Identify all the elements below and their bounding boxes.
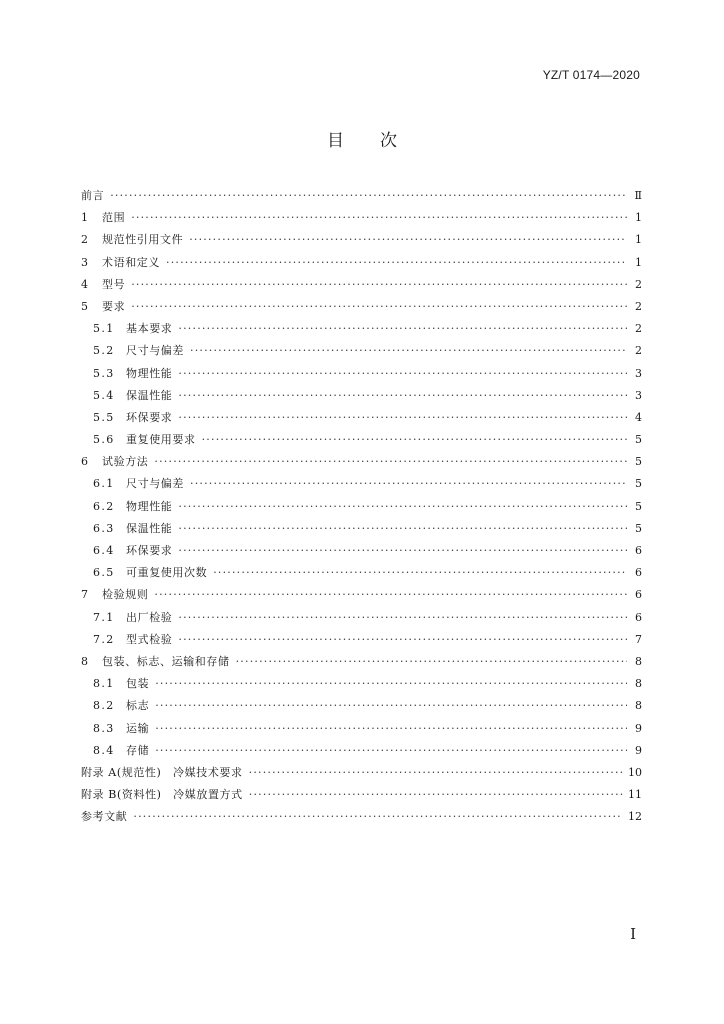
toc-entry-number: 8.3: [93, 721, 115, 735]
toc-entry-page: Ⅱ: [634, 189, 642, 202]
toc-entry-title: 要求: [102, 299, 126, 313]
dot-leader: [178, 318, 627, 340]
page-number: Ⅰ: [630, 927, 636, 943]
dot-leader: [155, 718, 627, 740]
toc-entry-title: 存储: [126, 743, 150, 757]
toc-entry-title: 包装、标志、运输和存储: [102, 654, 230, 668]
toc-entry-title: 附录 A(规范性) 冷媒技术要求: [81, 765, 243, 779]
toc-entry-title: 型号: [102, 277, 126, 291]
toc-entry-page: 8: [635, 654, 642, 668]
toc-entry-title: 包装: [126, 677, 150, 691]
toc-entry-page: 7: [635, 632, 642, 646]
dot-leader: [178, 407, 627, 429]
toc-entry[interactable]: [81, 540, 642, 562]
toc-entry-page: 8: [635, 677, 642, 691]
toc-entry-page: 5: [635, 455, 642, 469]
toc-entry-number: 3: [81, 255, 90, 269]
toc-entry-page: 11: [628, 788, 642, 802]
toc-entry-title: 保温性能: [126, 521, 173, 535]
toc-entry-title: 检验规则: [102, 588, 149, 602]
dot-leader: [178, 518, 627, 540]
toc-entry[interactable]: [81, 584, 642, 606]
dot-leader: [190, 473, 627, 495]
toc-entry-page: 2: [635, 322, 642, 336]
toc-entry[interactable]: [81, 385, 642, 407]
dot-leader: [131, 207, 627, 229]
toc-entry-title: 标志: [126, 699, 150, 713]
dot-leader: [155, 740, 627, 762]
dot-leader: [190, 340, 627, 362]
toc-entry-title: 可重复使用次数: [126, 566, 208, 580]
toc-entry-page: 6: [635, 610, 642, 624]
toc-entry-page: 6: [635, 588, 642, 602]
toc-entry-number: 6.4: [93, 544, 115, 557]
toc-entry-title: 试验方法: [102, 455, 149, 469]
title-char-2: 次: [380, 131, 397, 151]
dot-leader: [154, 584, 627, 606]
toc-entry[interactable]: [81, 363, 642, 385]
toc-entry-number: 8.4: [93, 743, 115, 757]
toc-entry[interactable]: [81, 274, 642, 296]
toc-entry-page: 5: [635, 433, 642, 447]
toc-entry-number: 8.2: [93, 699, 115, 713]
toc-entry-title: 环保要求: [126, 410, 173, 424]
document-code: YZ/T 0174—2020: [542, 68, 640, 82]
toc-entry[interactable]: [81, 429, 642, 451]
toc-entry-page: 8: [635, 699, 642, 713]
toc-entry-number: 5.6: [93, 433, 115, 447]
toc-entry[interactable]: [81, 562, 642, 584]
toc-entry-title: 运输: [126, 721, 150, 735]
toc-entry-number: 1: [81, 211, 90, 225]
dot-leader: [131, 274, 627, 296]
toc-entry-number: 5.2: [93, 344, 115, 358]
toc-entry-title: 物理性能: [126, 499, 173, 513]
dot-leader: [178, 607, 627, 629]
toc-entry[interactable]: [81, 340, 642, 362]
dot-leader: [154, 451, 627, 473]
toc-entry-title: 重复使用要求: [126, 433, 196, 447]
toc-entry-number: 8: [81, 654, 90, 668]
toc-entry-page: 6: [635, 544, 642, 557]
toc-entry-number: 6.2: [93, 499, 115, 513]
toc-entry-title: 物理性能: [126, 366, 173, 380]
toc-entry[interactable]: [81, 451, 642, 473]
toc-entry[interactable]: [81, 629, 642, 651]
toc-entry[interactable]: [81, 518, 642, 540]
toc-entry[interactable]: [81, 185, 642, 207]
toc-entry[interactable]: [81, 740, 642, 762]
dot-leader: [166, 252, 627, 274]
dot-leader: [155, 673, 627, 695]
page-title: [0, 130, 724, 152]
toc-entry-number: 6: [81, 455, 90, 469]
toc-entry-page: 4: [635, 410, 642, 424]
toc-entry-title: 保温性能: [126, 388, 173, 402]
toc-entry-number: 6.5: [93, 566, 115, 580]
toc-entry-number: 2: [81, 233, 90, 247]
toc-entry-number: 7.2: [93, 632, 115, 646]
toc-entry-title: 尺寸与偏差: [126, 477, 184, 491]
toc-entry-page: 10: [628, 765, 642, 779]
toc-entry-title: 型式检验: [126, 632, 173, 646]
toc-entry[interactable]: [81, 318, 642, 340]
dot-leader: [236, 651, 627, 673]
toc-entry-page: 9: [635, 743, 642, 757]
dot-leader: [178, 363, 627, 385]
toc-entry-number: 5.3: [93, 366, 115, 380]
toc-entry[interactable]: [81, 673, 642, 695]
toc-entry-title: 尺寸与偏差: [126, 344, 184, 358]
toc-entry-number: 6.1: [93, 477, 115, 491]
toc-entry-number: 6.3: [93, 521, 115, 535]
toc-entry[interactable]: [81, 252, 642, 274]
dot-leader: [178, 385, 627, 407]
toc-entry[interactable]: [81, 718, 642, 740]
toc-entry-page: 1: [635, 211, 642, 225]
toc-entry-page: 9: [635, 721, 642, 735]
toc-entry[interactable]: [81, 607, 642, 629]
toc-entry[interactable]: [81, 762, 642, 784]
toc-entry[interactable]: [81, 651, 642, 673]
toc-entry-title: 规范性引用文件: [102, 233, 184, 247]
toc-entry[interactable]: [81, 473, 642, 495]
dot-leader: [178, 629, 627, 651]
dot-leader: [249, 784, 623, 806]
toc-entry-page: 6: [635, 566, 642, 580]
toc-entry-page: 5: [635, 521, 642, 535]
dot-leader: [155, 695, 627, 717]
dot-leader: [131, 296, 627, 318]
toc-entry-page: 2: [635, 344, 642, 358]
toc-entry-title: 基本要求: [126, 322, 173, 336]
toc-entry-page: 1: [635, 233, 642, 247]
toc-entry[interactable]: [81, 806, 642, 828]
dot-leader: [178, 496, 627, 518]
toc-entry-page: 2: [635, 277, 642, 291]
toc-entry-number: 7.1: [93, 610, 115, 624]
toc-entry-page: 2: [635, 299, 642, 313]
toc-entry[interactable]: [81, 695, 642, 717]
dot-leader: [249, 762, 623, 784]
toc-entry-number: 8.1: [93, 677, 115, 691]
toc-entry[interactable]: [81, 496, 642, 518]
toc-entry-number: 4: [81, 277, 90, 291]
toc-entry-page: 5: [635, 477, 642, 491]
toc-entry[interactable]: [81, 207, 642, 229]
toc-entry-title: 环保要求: [126, 544, 173, 557]
toc-entry-page: 3: [635, 388, 642, 402]
dot-leader: [133, 806, 623, 828]
toc-entry[interactable]: [81, 296, 642, 318]
toc-entry-page: 1: [635, 255, 642, 269]
dot-leader: [202, 429, 627, 451]
toc-entry[interactable]: [81, 229, 642, 251]
toc-entry-page: 3: [635, 366, 642, 380]
table-of-contents: [81, 185, 642, 828]
dot-leader: [189, 229, 627, 251]
toc-entry[interactable]: [81, 407, 642, 429]
toc-entry-number: 7: [81, 588, 90, 602]
toc-entry-page: 12: [628, 810, 642, 824]
toc-entry-title: 参考文献: [81, 810, 128, 824]
toc-entry-number: 5.5: [93, 410, 115, 424]
title-char-1: 目: [327, 131, 344, 151]
toc-entry-page: 5: [635, 499, 642, 513]
toc-entry-title: 附录 B(资料性) 冷媒放置方式: [81, 788, 243, 802]
toc-entry-title: 出厂检验: [126, 610, 173, 624]
toc-entry-title: 术语和定义: [102, 255, 160, 269]
dot-leader: [110, 185, 627, 207]
toc-entry-title: 前言: [81, 189, 105, 202]
toc-entry-number: 5.4: [93, 388, 115, 402]
toc-entry-number: 5.1: [93, 322, 115, 336]
dot-leader: [178, 540, 627, 562]
toc-entry-number: 5: [81, 299, 90, 313]
toc-entry[interactable]: [81, 784, 642, 806]
toc-entry-title: 范围: [102, 211, 126, 225]
dot-leader: [213, 562, 627, 584]
